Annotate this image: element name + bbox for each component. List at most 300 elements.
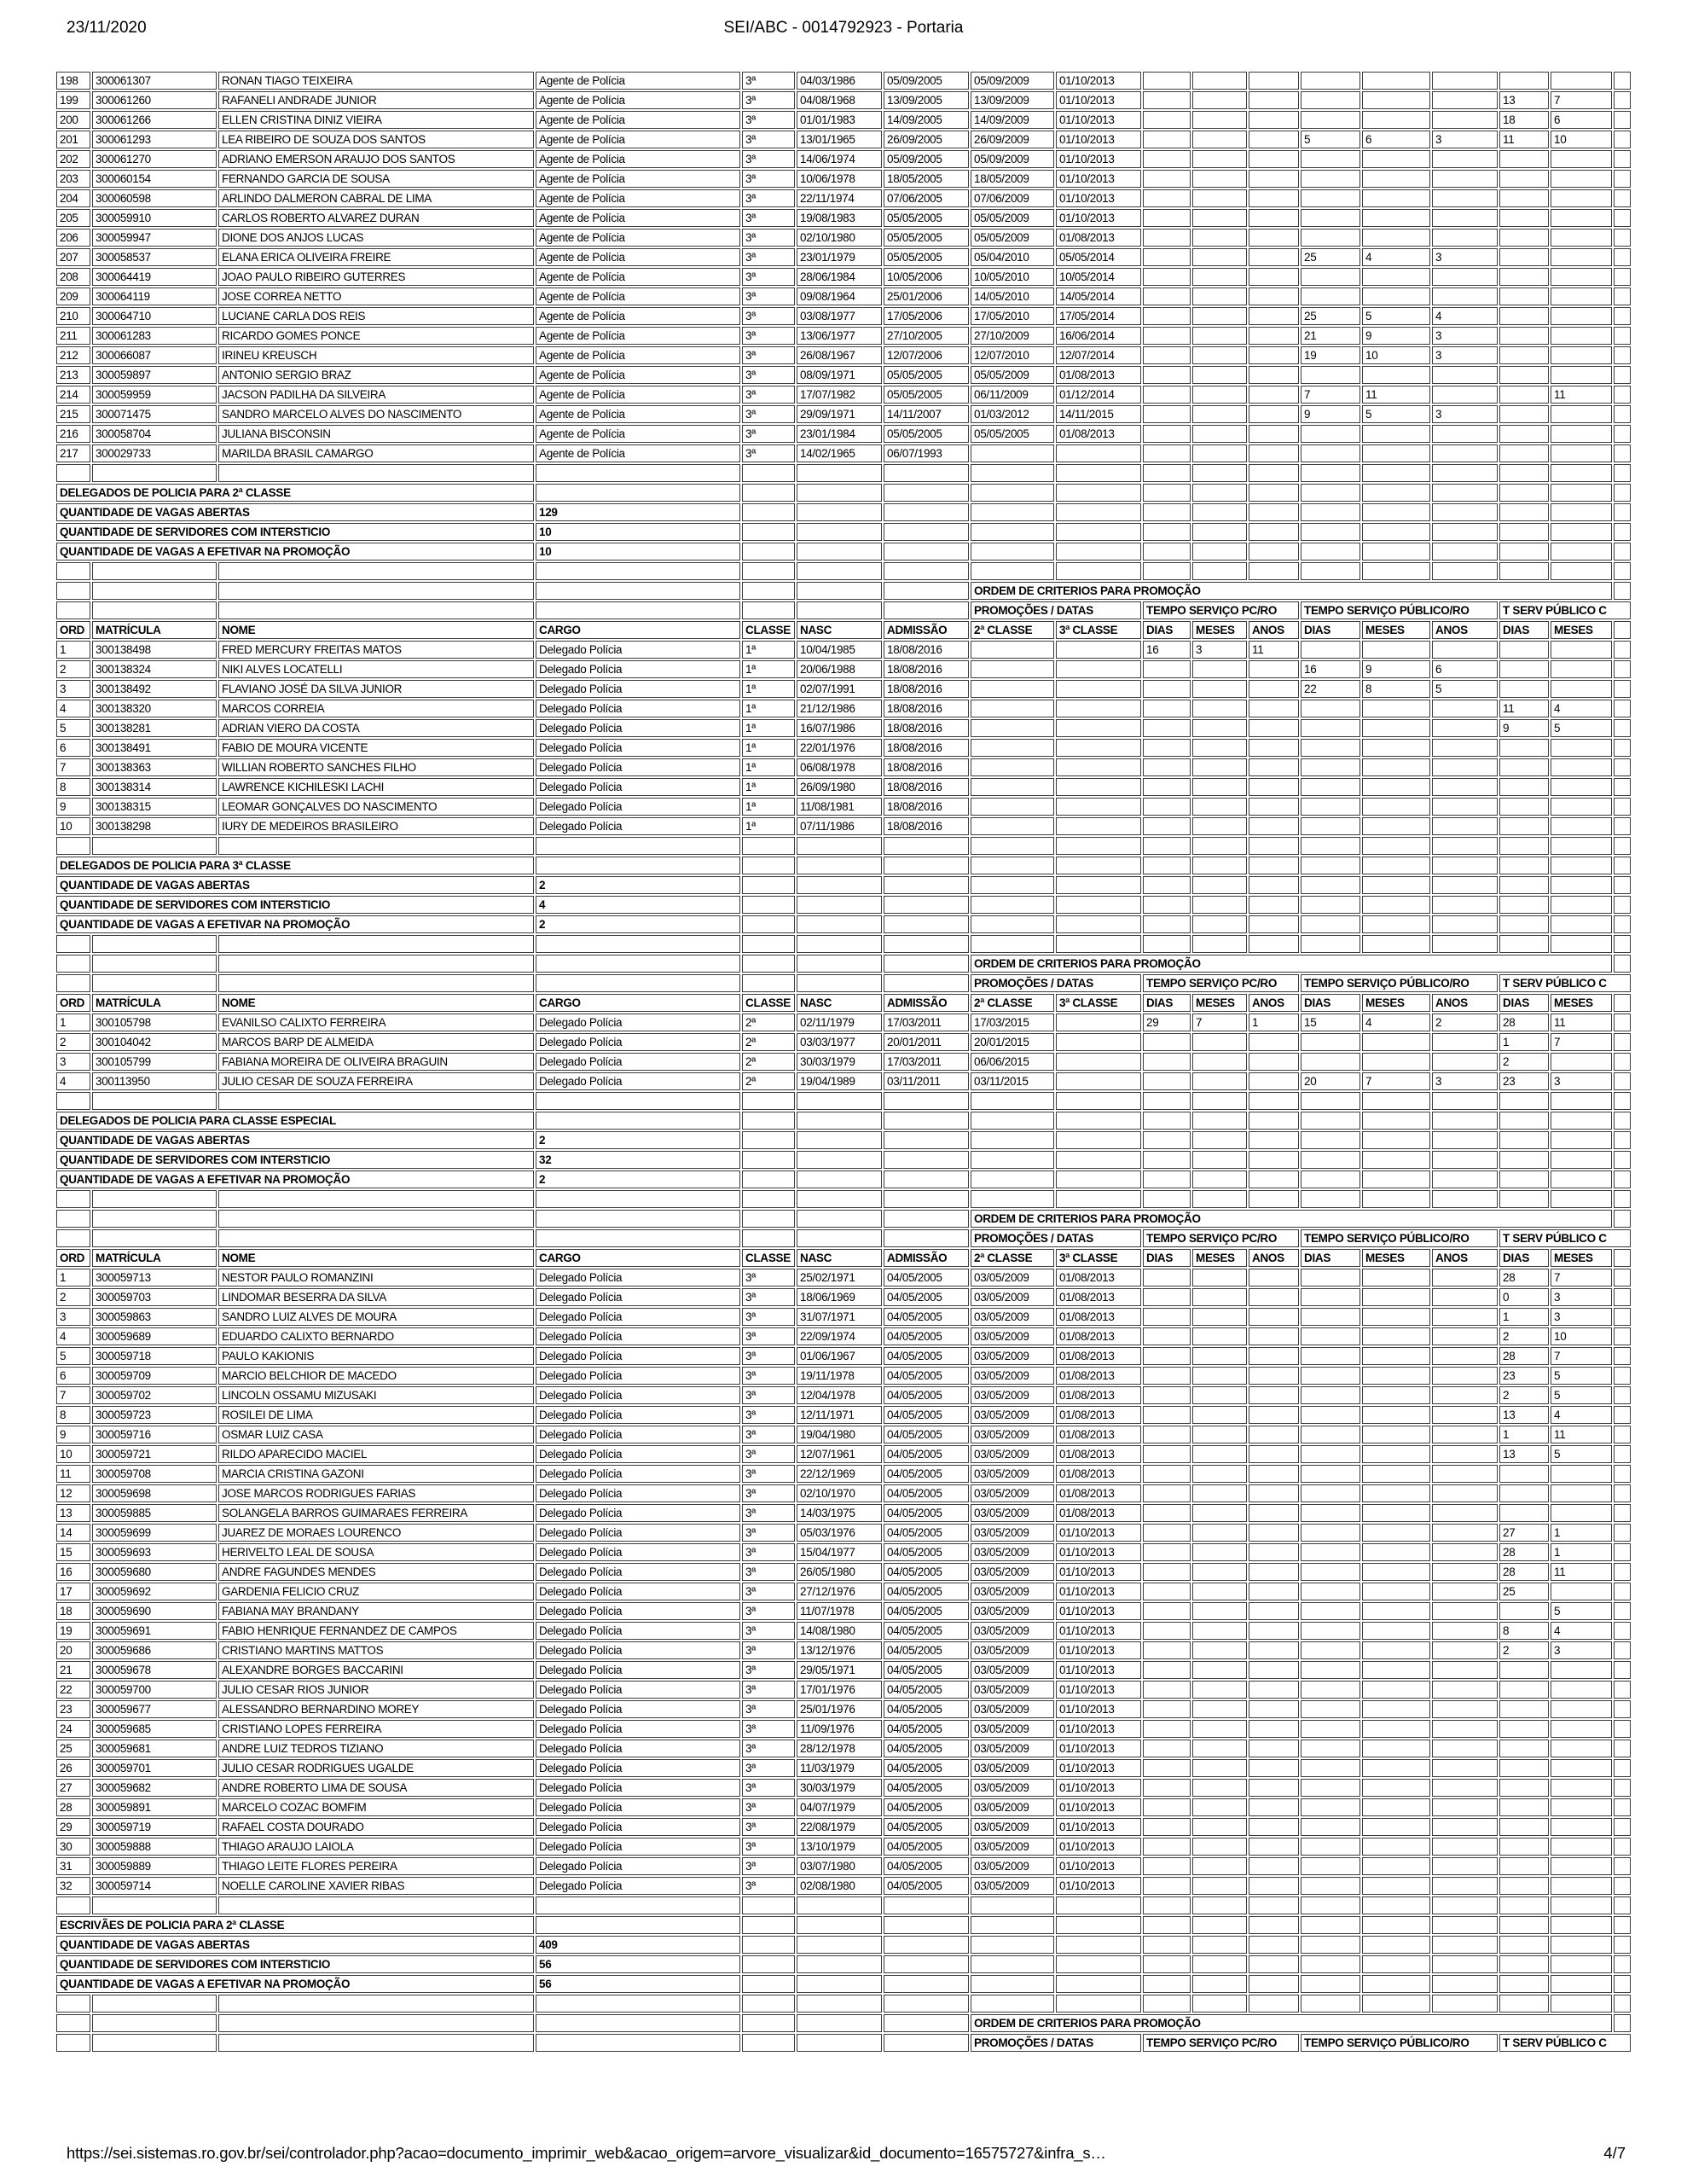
table-cell — [1249, 523, 1299, 541]
table-cell — [1551, 1779, 1612, 1797]
table-cell — [797, 857, 882, 874]
table-cell: 213 — [56, 366, 90, 384]
separator-cell — [1499, 1896, 1549, 1914]
separator-cell — [1249, 1092, 1299, 1110]
table-cell — [1551, 543, 1612, 561]
table-cell — [1362, 288, 1430, 305]
table-cell: 208 — [56, 268, 90, 286]
table-cell: 18/08/2016 — [884, 817, 969, 835]
table-cell: 30/03/1979 — [797, 1779, 882, 1797]
separator-cell — [1249, 1995, 1299, 2013]
table-cell — [797, 1936, 882, 1954]
table-cell: 300059959 — [92, 386, 217, 404]
table-cell — [1432, 1681, 1498, 1699]
table-cell — [1192, 248, 1247, 266]
separator-cell — [742, 935, 795, 953]
table-cell — [1499, 817, 1549, 835]
table-cell: Agente de Polícia — [536, 229, 740, 247]
table-cell: 15 — [1301, 1014, 1360, 1031]
table-cell — [797, 601, 882, 619]
separator-cell — [1551, 935, 1612, 953]
table-cell: 300061293 — [92, 131, 217, 148]
table-cell: 03/05/2009 — [971, 1740, 1054, 1757]
table-cell — [1614, 189, 1631, 207]
table-cell — [1551, 915, 1612, 933]
separator-cell — [1056, 562, 1141, 580]
table-cell: 22/11/1974 — [797, 189, 882, 207]
table-cell: 14/06/1974 — [797, 150, 882, 168]
table-row — [56, 346, 1631, 364]
table-cell — [1551, 248, 1612, 266]
table-cell: 3ª — [742, 1622, 795, 1640]
table-cell: 01/08/2013 — [1056, 1288, 1141, 1306]
table-cell — [1499, 170, 1549, 188]
table-cell — [1192, 209, 1247, 227]
table-cell: 9 — [56, 1426, 90, 1443]
table-cell — [1432, 719, 1498, 737]
table-cell — [1192, 739, 1247, 757]
table-cell: 300059721 — [92, 1445, 217, 1463]
table-cell — [1432, 778, 1498, 796]
table-cell — [1614, 268, 1631, 286]
table-cell — [1432, 1524, 1498, 1542]
separator-cell — [218, 464, 534, 482]
table-cell: 25/01/1976 — [797, 1700, 882, 1718]
table-cell: 04/05/2005 — [884, 1740, 969, 1757]
table-cell — [1614, 1818, 1631, 1836]
table-cell: 3ª — [742, 1288, 795, 1306]
table-cell: 210 — [56, 307, 90, 325]
table-cell — [1192, 484, 1247, 502]
table-cell — [1143, 405, 1191, 423]
table-cell: 214 — [56, 386, 90, 404]
table-cell — [1143, 1681, 1191, 1699]
table-cell — [1614, 857, 1631, 874]
table-cell: 3ª — [742, 1641, 795, 1659]
table-row — [56, 1504, 1631, 1522]
table-cell: 08/09/1971 — [797, 366, 882, 384]
table-cell: 7 — [1301, 386, 1360, 404]
table-row — [56, 700, 1631, 717]
table-cell — [1614, 1720, 1631, 1738]
table-cell — [1551, 523, 1612, 541]
table-cell: 3 — [1432, 346, 1498, 364]
column-header: 2ª CLASSE — [971, 1249, 1054, 1267]
table-row — [56, 1700, 1631, 1718]
column-header: DIAS — [1499, 621, 1549, 639]
table-cell — [797, 974, 882, 992]
table-cell — [1432, 915, 1498, 933]
table-cell — [1192, 1681, 1247, 1699]
separator-cell — [536, 562, 740, 580]
table-cell — [1362, 425, 1430, 443]
table-cell — [1551, 1484, 1612, 1502]
table-cell: 07/06/2009 — [971, 189, 1054, 207]
table-cell: 5 — [56, 719, 90, 737]
table-cell: 10/04/1985 — [797, 641, 882, 659]
table-cell: FERNANDO GARCIA DE SOUSA — [218, 170, 534, 188]
table-cell: ANTONIO SERGIO BRAZ — [218, 366, 534, 384]
separator-cell — [218, 562, 534, 580]
table-cell — [1192, 1406, 1247, 1424]
table-cell — [1614, 523, 1631, 541]
table-cell — [92, 1210, 217, 1228]
table-cell — [1362, 1465, 1430, 1483]
table-cell — [1143, 1798, 1191, 1816]
table-cell — [1301, 876, 1360, 894]
table-cell — [1056, 1955, 1141, 1973]
table-cell — [1143, 896, 1191, 914]
table-cell — [1301, 1465, 1360, 1483]
separator-cell — [1192, 1995, 1247, 2013]
service-time-public-header: TEMPO SERVIÇO PÚBLICO/RO — [1301, 2034, 1498, 2052]
table-cell: 03/05/2009 — [971, 1504, 1054, 1522]
table-cell: 300059698 — [92, 1484, 217, 1502]
table-cell — [1249, 1033, 1299, 1051]
table-cell — [1143, 1151, 1191, 1169]
vacancies-open-value: 2 — [536, 1131, 740, 1149]
separator-cell — [1143, 464, 1191, 482]
table-cell: 300060154 — [92, 170, 217, 188]
table-cell — [1249, 1622, 1299, 1640]
table-cell: 14/02/1965 — [797, 444, 882, 462]
table-cell: 01/10/2013 — [1056, 1661, 1141, 1679]
table-cell — [1249, 543, 1299, 561]
table-cell: 05/05/2005 — [971, 425, 1054, 443]
table-cell — [797, 955, 882, 973]
table-cell — [1432, 1445, 1498, 1463]
table-cell — [1192, 425, 1247, 443]
table-row — [56, 111, 1631, 129]
table-cell — [884, 2014, 969, 2032]
table-cell: 17/05/2006 — [884, 307, 969, 325]
table-cell — [884, 1131, 969, 1149]
table-cell — [1432, 1386, 1498, 1404]
table-cell — [1432, 1367, 1498, 1385]
table-cell — [971, 1975, 1054, 1993]
table-cell: 300059709 — [92, 1367, 217, 1385]
table-cell: 300059863 — [92, 1308, 217, 1326]
table-cell — [1301, 1426, 1360, 1443]
table-cell — [1362, 1033, 1430, 1051]
table-cell: 0 — [1499, 1288, 1549, 1306]
table-cell: 03/05/2009 — [971, 1818, 1054, 1836]
table-cell: 3ª — [742, 1524, 795, 1542]
table-cell: Delegado Polícia — [536, 798, 740, 816]
table-cell: 300059897 — [92, 366, 217, 384]
table-cell — [1249, 1936, 1299, 1954]
table-cell: 2ª — [742, 1053, 795, 1071]
table-cell — [971, 503, 1054, 521]
table-cell — [1614, 994, 1631, 1012]
separator-cell — [971, 1896, 1054, 1914]
table-cell — [1143, 1838, 1191, 1856]
table-cell: 05/05/2005 — [884, 425, 969, 443]
table-cell — [1249, 111, 1299, 129]
table-cell: Delegado Polícia — [536, 1740, 740, 1757]
criteria-order-header: ORDEM DE CRITERIOS PARA PROMOÇÃO — [971, 1210, 1612, 1228]
table-cell — [56, 601, 90, 619]
table-cell — [1499, 209, 1549, 227]
table-cell — [1143, 91, 1191, 109]
table-cell — [1301, 268, 1360, 286]
table-cell: 06/08/1978 — [797, 758, 882, 776]
table-cell: 11 — [1551, 1563, 1612, 1581]
separator-cell — [1432, 1190, 1498, 1208]
table-cell — [1143, 444, 1191, 462]
table-cell: 3ª — [742, 170, 795, 188]
table-cell — [1499, 1955, 1549, 1973]
table-cell: 27 — [1499, 1524, 1549, 1542]
table-cell — [1362, 739, 1430, 757]
table-cell — [1362, 1327, 1430, 1345]
table-cell: GARDENIA FELICIO CRUZ — [218, 1583, 534, 1600]
table-cell: 01/10/2013 — [1056, 1857, 1141, 1875]
table-cell — [1301, 1975, 1360, 1993]
table-cell — [1499, 1112, 1549, 1130]
promotion-table — [55, 70, 1632, 2053]
table-cell — [1551, 1131, 1612, 1149]
separator-cell — [1249, 1190, 1299, 1208]
table-cell — [884, 1210, 969, 1228]
table-cell — [1432, 229, 1498, 247]
table-cell — [1301, 1818, 1360, 1836]
table-cell — [1249, 1288, 1299, 1306]
table-cell: 18/08/2016 — [884, 680, 969, 698]
table-cell — [797, 1151, 882, 1169]
table-cell: Delegado Polícia — [536, 1386, 740, 1404]
table-cell: 29 — [56, 1818, 90, 1836]
table-cell — [971, 758, 1054, 776]
table-cell — [1249, 1838, 1299, 1856]
table-cell: 31/07/1971 — [797, 1308, 882, 1326]
table-cell — [1192, 1347, 1247, 1365]
table-cell: 11/03/1979 — [797, 1759, 882, 1777]
table-cell: 1ª — [742, 778, 795, 796]
table-cell: 217 — [56, 444, 90, 462]
quantity-label: QUANTIDADE DE VAGAS A EFETIVAR NA PROMOÇÃO — [56, 543, 534, 561]
table-cell — [1301, 641, 1360, 659]
table-cell: 03/05/2009 — [971, 1857, 1054, 1875]
table-cell — [1249, 798, 1299, 816]
table-cell: 01/01/1983 — [797, 111, 882, 129]
table-cell — [797, 876, 882, 894]
table-cell — [1192, 1288, 1247, 1306]
table-cell — [1249, 876, 1299, 894]
table-cell — [884, 955, 969, 973]
table-cell: IRINEU KREUSCH — [218, 346, 534, 364]
table-cell — [1362, 91, 1430, 109]
table-cell: Delegado Polícia — [536, 1445, 740, 1463]
table-cell — [1551, 346, 1612, 364]
table-cell — [1362, 543, 1430, 561]
table-cell — [1614, 1700, 1631, 1718]
table-cell — [1614, 1955, 1631, 1973]
table-cell: 28 — [1499, 1563, 1549, 1581]
table-cell — [1056, 778, 1141, 796]
table-cell — [1432, 1877, 1498, 1895]
table-cell — [971, 543, 1054, 561]
table-cell: 7 — [1362, 1072, 1430, 1090]
table-cell: 18/05/2005 — [884, 170, 969, 188]
table-cell: 19/04/1989 — [797, 1072, 882, 1090]
table-cell: 300061260 — [92, 91, 217, 109]
table-cell: 03/05/2009 — [971, 1779, 1054, 1797]
table-cell — [742, 1916, 795, 1934]
table-cell: CRISTIANO LOPES FERREIRA — [218, 1720, 534, 1738]
servers-interstice-value: 56 — [536, 1955, 740, 1973]
table-row — [56, 1602, 1631, 1620]
table-cell: 05/03/1976 — [797, 1524, 882, 1542]
separator-cell — [92, 1190, 217, 1208]
separator-cell — [1056, 1092, 1141, 1110]
table-cell — [1614, 1779, 1631, 1797]
separator-cell — [218, 1092, 534, 1110]
table-cell: 11 — [1551, 1014, 1612, 1031]
table-cell: 03/05/2009 — [971, 1367, 1054, 1385]
table-cell — [1143, 1386, 1191, 1404]
separator-cell — [1249, 1896, 1299, 1914]
column-header: 3ª CLASSE — [1056, 994, 1141, 1012]
table-cell — [1614, 484, 1631, 502]
table-cell — [1192, 170, 1247, 188]
table-cell: 300059693 — [92, 1543, 217, 1561]
table-cell: 300138498 — [92, 641, 217, 659]
table-cell — [1143, 1504, 1191, 1522]
table-cell — [1499, 915, 1549, 933]
table-cell: 300058704 — [92, 425, 217, 443]
table-cell — [1192, 523, 1247, 541]
table-cell — [884, 1112, 969, 1130]
table-cell — [1362, 1386, 1430, 1404]
table-cell — [1301, 1445, 1360, 1463]
column-header: ANOS — [1432, 1249, 1498, 1267]
table-cell — [1614, 1288, 1631, 1306]
table-cell: 300059947 — [92, 229, 217, 247]
table-cell — [1143, 798, 1191, 816]
table-cell — [1499, 1838, 1549, 1856]
table-cell: 03/05/2009 — [971, 1406, 1054, 1424]
table-cell — [1614, 425, 1631, 443]
table-cell — [1499, 268, 1549, 286]
table-cell: Delegado Polícia — [536, 1838, 740, 1856]
section-title: DELEGADOS DE POLICIA PARA 3ª CLASSE — [56, 857, 534, 874]
table-cell: 21 — [1301, 327, 1360, 345]
table-cell — [1301, 1740, 1360, 1757]
table-cell: 300059708 — [92, 1465, 217, 1483]
table-cell — [1362, 1151, 1430, 1169]
table-cell — [971, 641, 1054, 659]
table-cell — [1614, 778, 1631, 796]
table-cell — [1056, 660, 1141, 678]
table-cell — [971, 876, 1054, 894]
table-cell: 1 — [1551, 1543, 1612, 1561]
table-cell — [1301, 719, 1360, 737]
table-cell — [1056, 1170, 1141, 1188]
table-cell — [1143, 660, 1191, 678]
separator-cell — [971, 1190, 1054, 1208]
table-cell: 2 — [56, 660, 90, 678]
table-cell: 3ª — [742, 425, 795, 443]
table-cell — [1432, 857, 1498, 874]
table-cell: 22/09/1974 — [797, 1327, 882, 1345]
table-cell — [1192, 131, 1247, 148]
table-cell: 12 — [56, 1484, 90, 1502]
separator-cell — [218, 1995, 534, 2013]
table-cell — [1301, 1877, 1360, 1895]
table-cell: JULIO CESAR RIOS JUNIOR — [218, 1681, 534, 1699]
table-cell — [1362, 1524, 1430, 1542]
table-cell: 01/10/2013 — [1056, 150, 1141, 168]
table-cell — [1143, 288, 1191, 305]
table-cell — [797, 896, 882, 914]
table-cell: 6 — [1432, 660, 1498, 678]
separator-cell — [1432, 464, 1498, 482]
table-cell: Delegado Polícia — [536, 1308, 740, 1326]
table-cell: 2 — [1499, 1641, 1549, 1659]
table-cell: 5 — [1362, 307, 1430, 325]
table-cell: 300064419 — [92, 268, 217, 286]
table-cell: 10 — [56, 1445, 90, 1463]
table-cell: 9 — [1499, 719, 1549, 737]
table-cell — [1551, 817, 1612, 835]
table-cell: 3ª — [742, 1857, 795, 1875]
table-cell: 3ª — [742, 405, 795, 423]
table-row — [56, 1308, 1631, 1326]
table-row — [56, 817, 1631, 835]
table-cell: 01/10/2013 — [1056, 1622, 1141, 1640]
table-cell: 3ª — [742, 307, 795, 325]
table-cell: RAFAEL COSTA DOURADO — [218, 1818, 534, 1836]
table-cell — [1432, 1170, 1498, 1188]
table-cell — [1362, 1936, 1430, 1954]
table-cell: 18/08/2016 — [884, 798, 969, 816]
table-cell: 3ª — [742, 1308, 795, 1326]
table-cell — [1362, 189, 1430, 207]
table-cell: Agente de Polícia — [536, 444, 740, 462]
separator-cell — [1301, 1190, 1360, 1208]
table-cell — [884, 1975, 969, 1993]
table-cell — [1432, 209, 1498, 227]
table-cell: Agente de Polícia — [536, 189, 740, 207]
separator-cell — [797, 464, 882, 482]
table-cell: FABIANA MAY BRANDANY — [218, 1602, 534, 1620]
table-cell — [1301, 1151, 1360, 1169]
separator-cell — [1056, 1896, 1141, 1914]
table-cell — [1249, 1367, 1299, 1385]
table-cell — [1432, 641, 1498, 659]
table-cell — [797, 523, 882, 541]
table-cell: 3 — [1551, 1288, 1612, 1306]
table-cell — [1499, 1857, 1549, 1875]
table-cell — [1499, 778, 1549, 796]
table-cell: 04/05/2005 — [884, 1465, 969, 1483]
table-cell — [1143, 1131, 1191, 1149]
table-cell — [1614, 111, 1631, 129]
separator-cell — [56, 1995, 90, 2013]
table-cell — [1362, 896, 1430, 914]
separator-cell — [971, 562, 1054, 580]
table-cell: JULIO CESAR DE SOUZA FERREIRA — [218, 1072, 534, 1090]
table-cell: 9 — [1362, 660, 1430, 678]
table-cell — [1432, 896, 1498, 914]
table-cell: 11 — [1249, 641, 1299, 659]
table-cell: 17/03/2011 — [884, 1053, 969, 1071]
table-cell — [1056, 484, 1141, 502]
table-cell — [1362, 150, 1430, 168]
table-cell — [56, 974, 90, 992]
column-header: NOME — [218, 621, 534, 639]
